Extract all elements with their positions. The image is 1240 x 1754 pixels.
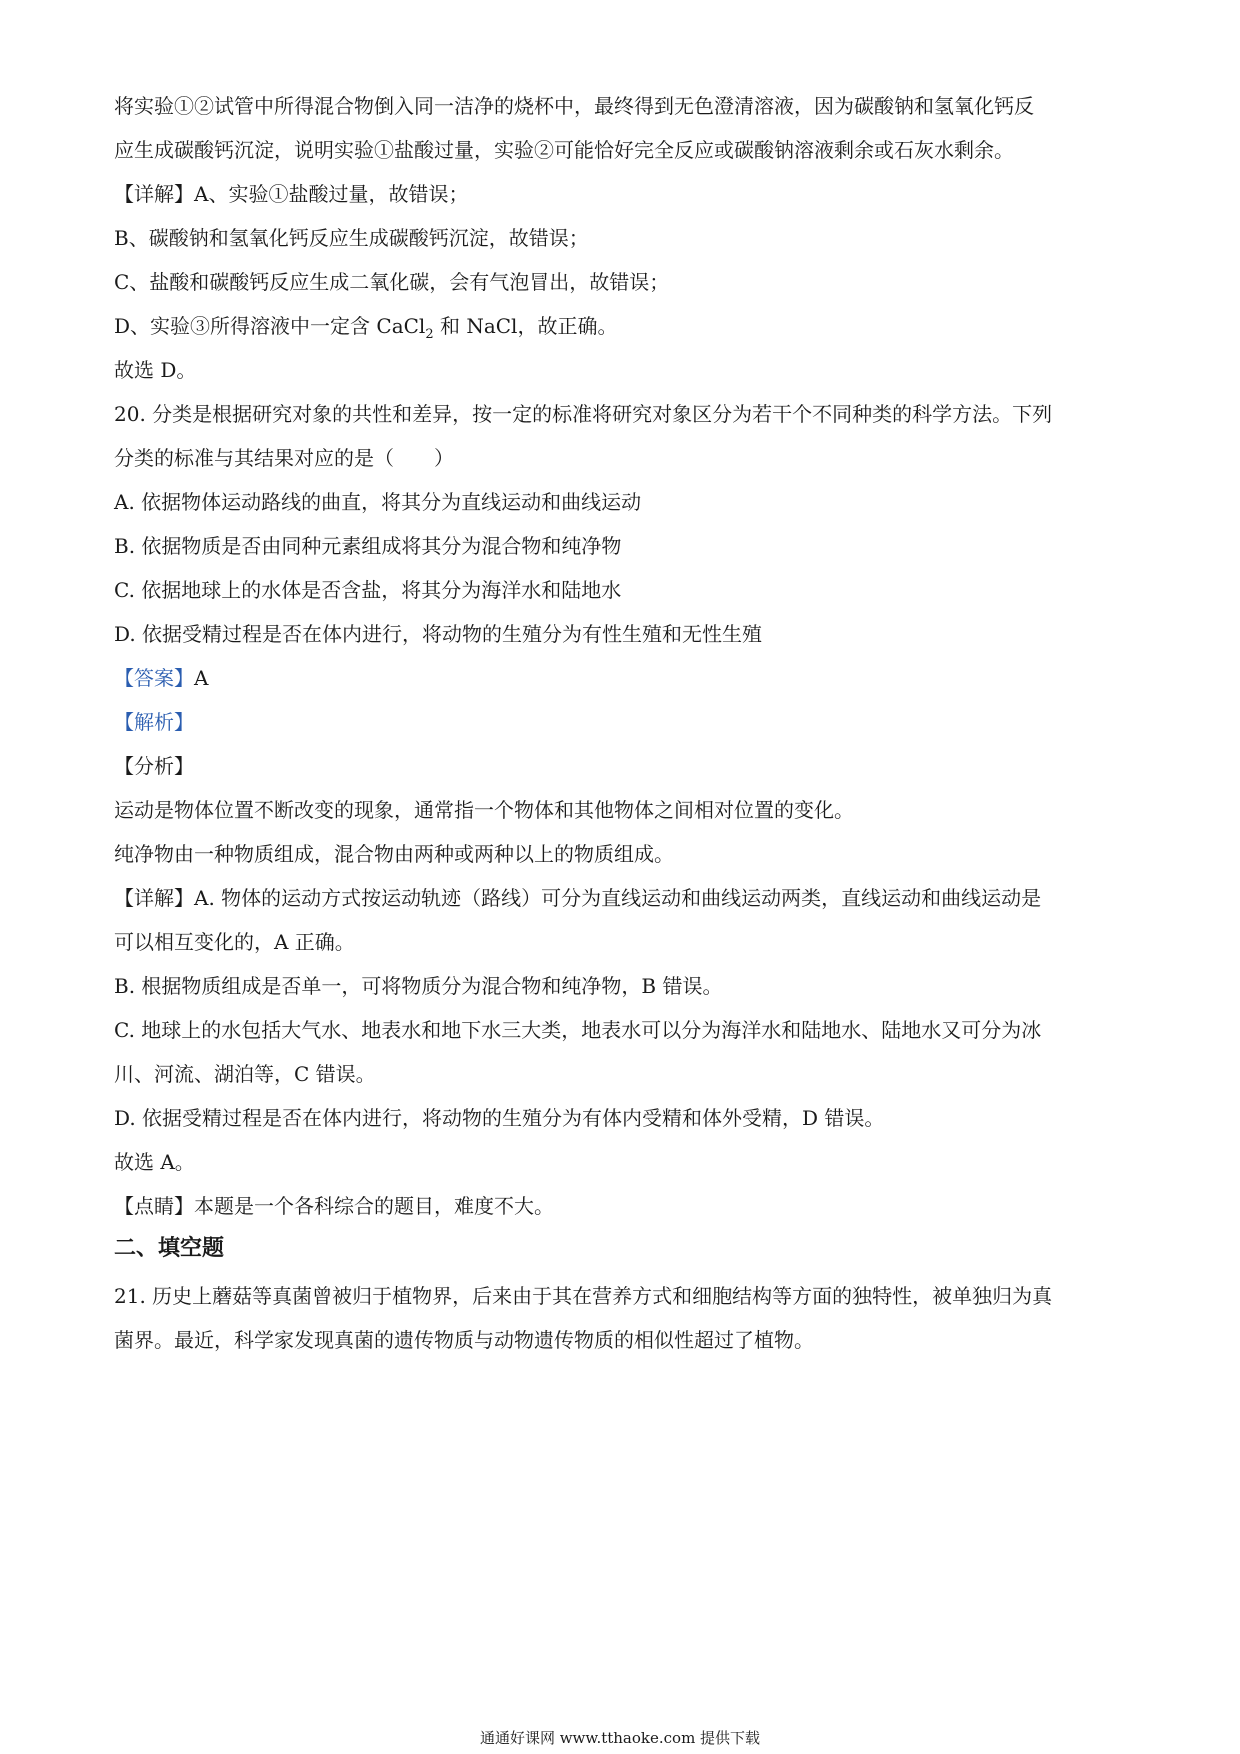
text-line: 【详解】A. 物体的运动方式按运动轨迹（路线）可分为直线运动和曲线运动两类，直线运动和曲线运动是 (114, 886, 1042, 910)
text-line: C. 地球上的水包括大气水、地表水和地下水三大类，地表水可以分为海洋水和陆地水、陆地水又可分为冰 (114, 1018, 1042, 1042)
formula-text: D、实验③所得溶液中一定含 CaCl (114, 314, 426, 338)
text-line: C、盐酸和碳酸钙反应生成二氧化碳，会有气泡冒出，故错误； (114, 270, 670, 294)
answer-value: A (194, 666, 209, 690)
text-line: 【分析】 (114, 754, 194, 778)
text-line: 应生成碳酸钙沉淀，说明实验①盐酸过量，实验②可能恰好完全反应或碳酸钠溶液剩余或石灰水剩余。 (114, 138, 1014, 162)
text-line: 故选 A。 (114, 1150, 195, 1174)
formula-text: 和 NaCl，故正确。 (433, 314, 618, 338)
text-line: 【详解】A、实验①盐酸过量，故错误； (114, 182, 469, 206)
analysis-label: 【解析】 (114, 710, 194, 734)
text-line: 川、河流、湖泊等，C 错误。 (114, 1062, 376, 1086)
formula-subscript: 2 (425, 327, 434, 342)
text-line: B. 根据物质组成是否单一，可将物质分为混合物和纯净物，B 错误。 (114, 974, 723, 998)
text-line: 可以相互变化的，A 正确。 (114, 930, 355, 954)
option-b: B. 依据物质是否由同种元素组成将其分为混合物和纯净物 (114, 534, 622, 558)
text-line: 纯净物由一种物质组成，混合物由两种或两种以上的物质组成。 (114, 842, 674, 866)
option-d: D. 依据受精过程是否在体内进行，将动物的生殖分为有性生殖和无性生殖 (114, 622, 763, 646)
footer-watermark: 通通好课网 www.tthaoke.com 提供下载 (479, 1729, 761, 1747)
question-21-stem: 菌界。最近，科学家发现真菌的遗传物质与动物遗传物质的相似性超过了植物。 (114, 1328, 814, 1352)
text-line: 故选 D。 (114, 358, 197, 382)
text-line: 运动是物体位置不断改变的现象，通常指一个物体和其他物体之间相对位置的变化。 (114, 798, 854, 822)
section-title: 二、填空题 (114, 1236, 225, 1261)
answer-label: 【答案】 (114, 666, 194, 690)
question-20-stem: 分类的标准与其结果对应的是（ ） (114, 446, 454, 470)
question-21-stem: 21. 历史上蘑菇等真菌曾被归于植物界，后来由于其在营养方式和细胞结构等方面的独特性，被单独归为真 (114, 1284, 1053, 1308)
text-line-formula (114, 312, 617, 340)
question-20-stem: 20. 分类是根据研究对象的共性和差异，按一定的标准将研究对象区分为若干个不同种类的科学方法。下列 (114, 402, 1053, 426)
option-a: A. 依据物体运动路线的曲直，将其分为直线运动和曲线运动 (114, 490, 642, 514)
text-line: D. 依据受精过程是否在体内进行，将动物的生殖分为有体内受精和体外受精，D 错误。 (114, 1106, 885, 1130)
text-line: 将实验①②试管中所得混合物倒入同一洁净的烧杯中，最终得到无色澄清溶液，因为碳酸钠和氢氧化钙反 (114, 94, 1034, 118)
option-c: C. 依据地球上的水体是否含盐，将其分为海洋水和陆地水 (114, 578, 622, 602)
text-line: 【点睛】本题是一个各科综合的题目，难度不大。 (114, 1194, 554, 1218)
answer-line (114, 664, 208, 692)
text-line: B、碳酸钠和氢氧化钙反应生成碳酸钙沉淀，故错误； (114, 226, 589, 250)
